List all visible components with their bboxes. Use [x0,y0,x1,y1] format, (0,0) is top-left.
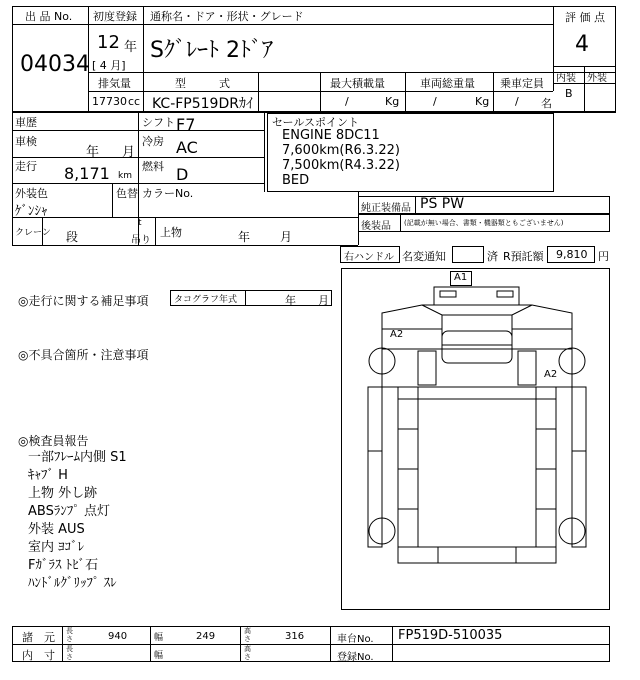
fuel-label: 燃料 [142,160,164,173]
reg-no-label: 登録No. [337,652,374,663]
recycle-label: R預託額 [503,250,544,263]
divider [400,214,401,232]
inspector-line: 外装 AUS [28,522,85,537]
grade-label: 評 価 点 [565,11,605,24]
inspector-line: Fｶﾞﾗｽ ﾄﾋﾞ石 [28,558,99,573]
divider [12,245,358,246]
inspector-line: ﾊﾝﾄﾞﾙｸﾞﾘｯﾌﾟ ｽﾚ [28,576,117,591]
length-label: 長さ [66,627,73,643]
color-label: 外装色 [15,187,48,200]
reg-month: [ 4 月] [92,59,126,72]
capacity: / [515,95,519,108]
damage-mark: A2 [544,369,558,380]
lot-no-label: 出 品 No. [25,10,73,23]
model-name: Sｸﾞﾚｰﾄ 2ﾄﾞｱ [150,38,273,63]
reg-label: 初度登録 [93,10,137,23]
displacement: 17730 [92,95,127,108]
crane-label: クレーン [15,228,51,238]
divider [12,183,264,184]
length-label: 長さ [66,645,73,661]
shift: F7 [176,115,196,134]
sales-point-line: 7,500km(R4.3.22) [282,158,400,173]
gvw: / [433,95,437,108]
sales-point-line: ENGINE 8DC11 [282,128,380,143]
width-label: 幅 [154,633,164,643]
truck-outline [342,269,611,611]
recycle-amount: 9,810 [556,248,588,261]
inspector-line: 上物 外し跡 [28,486,98,501]
interior-label: 内装 [556,73,576,84]
dims-label: 諸 元 [22,631,55,644]
reg-year-unit: 年 [124,40,138,55]
divider [12,644,610,645]
upper-year: 年 [238,230,251,244]
sales-point-line: 7,600km(R6.3.22) [282,143,400,158]
aftermarket-label: 後装品 [361,221,391,232]
mileage-label: 走行 [15,160,37,173]
divider [258,72,259,112]
sales-point-line: BED [282,173,310,188]
reg-year: 12 [97,32,120,53]
inspector-line: 一部ﾌﾚｰﾑ内側 S1 [28,450,127,465]
mileage: 8,171 [64,164,110,183]
inspection-label: 車検 [15,135,37,148]
color-change-label: 色替 [116,187,138,200]
handle-side: 右ハンドル [344,252,394,263]
interior-dims-label: 内 寸 [22,649,55,662]
divider [320,72,321,112]
divider [553,6,554,91]
aftermarket-note: (記載が無い場合、書類・機器類ともございません) [404,219,564,227]
lot-no: 04034 [20,52,90,77]
grade: 4 [575,32,589,57]
mileage-unit: km [118,171,132,181]
height-value: 316 [285,631,305,642]
fuel: D [176,165,189,184]
ac-label: 冷房 [142,135,164,148]
divider [264,112,265,192]
divider [12,130,264,131]
gvw-label: 車両総重量 [420,77,475,90]
divider [584,66,585,112]
damage-mark: A1 [454,272,468,283]
displacement-unit: cc [128,95,141,108]
max-load-label: 最大積載量 [330,77,385,90]
divider [112,183,113,217]
divider [392,626,393,662]
inspector-line: 室内 ﾖｺﾞﾚ [28,540,85,555]
ac: AC [176,138,198,157]
type-label: 型 式 [175,77,230,90]
max-load-unit: Kg [385,95,400,108]
divider [12,217,358,218]
tacho-label: タコグラフ年式 [174,295,238,305]
chassis-no: FP519D-510035 [398,628,503,643]
exterior-label: 外装 [587,73,607,84]
condition-diagram [341,268,610,610]
divider [12,157,264,158]
inspector-title: ◎検査員報告 [18,434,89,448]
divider [405,72,406,112]
inspector-line: ｷｬﾌﾞ H [28,468,68,483]
divider [88,72,616,73]
divider [240,626,241,662]
crane-t: t [138,218,142,228]
inspection-month-unit: 月 [122,145,136,160]
type-code: KC-FP519DRｶｲ [152,96,253,112]
divider [415,196,416,214]
defects-title: ◎不具合箇所・注意事項 [18,348,149,362]
model-label: 通称名・ドア・形状・グレード [150,10,304,23]
color: ｹﾞﾝｼｬ [15,204,48,219]
tacho-month: 月 [318,294,329,307]
upper-month: 月 [280,230,293,244]
gvw-unit: Kg [475,95,490,108]
yen-unit: 円 [598,250,609,263]
divider [155,217,156,245]
chassis-label: 車台No. [337,634,374,645]
divider [12,24,553,25]
deposit-label: 済 [487,250,498,263]
displacement-label: 排気量 [98,77,131,90]
max-load: / [345,95,349,108]
divider [330,626,331,662]
divider [493,72,494,112]
upper-label: 上物 [160,226,182,239]
divider [12,112,13,245]
color-code-label: カラーNo. [142,187,194,200]
height-label: 高さ [244,645,251,661]
inspector-line: ABSﾗﾝﾌﾟ 点灯 [28,504,110,519]
inspection-year-unit: 年 [86,145,100,160]
damage-mark: A2 [390,329,404,340]
capacity-label: 乗車定員 [500,77,544,90]
height-label: 高さ [244,627,251,643]
genuine-label: 純正装備品 [361,203,411,214]
crane-stage: 段 [66,230,79,244]
supplement-title: ◎走行に関する補足事項 [18,294,149,308]
divider [143,72,144,112]
divider [245,290,246,306]
capacity-unit: 名 [541,97,552,110]
tacho-year: 年 [285,294,296,307]
history-label: 車歴 [15,116,37,129]
interior-grade: B [565,87,573,100]
name-change-box [452,246,484,263]
shift-label: シフト [142,116,175,129]
divider [62,626,63,662]
divider [150,626,151,662]
length-value: 940 [108,631,128,642]
genuine-equipment: PS PW [420,196,465,212]
width-label: 幅 [154,651,164,661]
name-change-label: 名変通知 [402,250,446,263]
sales-points-title: セールスポイント [272,116,360,129]
crane-lift: 吊り [131,235,151,246]
width-value: 249 [196,631,216,642]
